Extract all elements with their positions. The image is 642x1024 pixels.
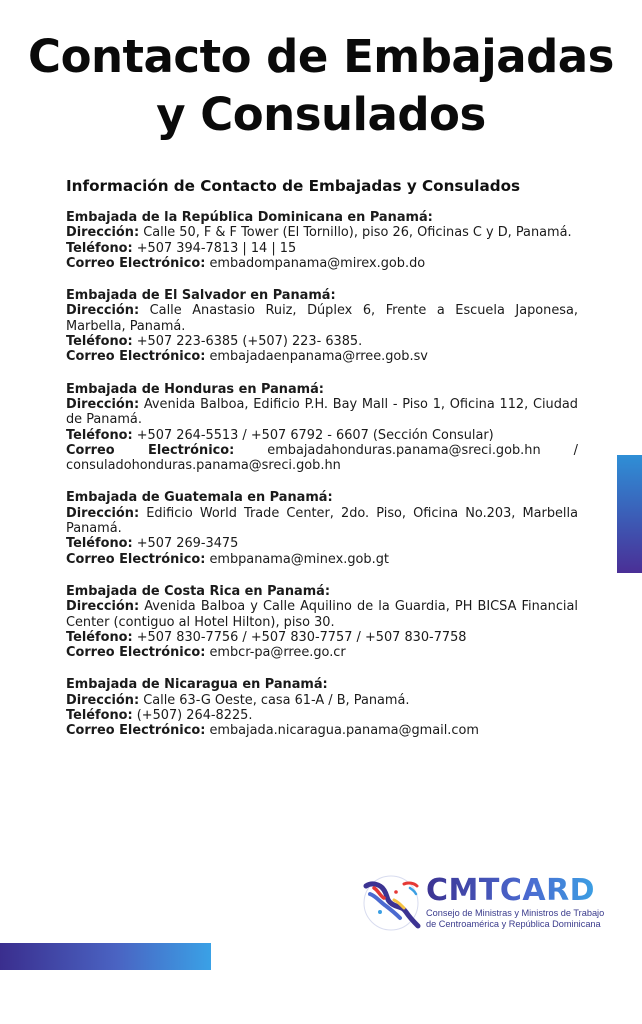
- phone-label: Teléfono:: [66, 536, 133, 552]
- embassy-name: Embajada de Nicaragua en Panamá:: [66, 677, 328, 693]
- email-label: Correo Electrónico:: [66, 442, 235, 458]
- section-subtitle: Información de Contacto de Embajadas y Consulados: [66, 177, 521, 195]
- embassy-address: [66, 599, 578, 630]
- phone-label: Teléfono:: [66, 240, 133, 256]
- logo-description-line-2: de Centroamérica y República Dominicana: [426, 919, 601, 929]
- logo-description: [426, 908, 636, 930]
- decorative-bottom-bar: [0, 943, 211, 970]
- email-label: Correo Electrónico:: [66, 723, 206, 739]
- address-value: Calle Anastasio Ruiz, Dúplex 6, Frente a Escuela Japonesa, Marbella, Panamá.: [66, 303, 578, 334]
- central-america-map-icon: [360, 872, 422, 934]
- embassy-email: [66, 645, 578, 660]
- embassy-phone: [66, 708, 578, 723]
- address-value: Calle 63-G Oeste, casa 61-A / B, Panamá.: [139, 692, 410, 708]
- embassy-address: [66, 397, 578, 428]
- page-title: [0, 28, 642, 144]
- logo-name: CMTCARD: [426, 873, 596, 908]
- email-label: Correo Electrónico:: [66, 349, 206, 365]
- embassy-email: [66, 349, 578, 364]
- address-label: Dirección:: [66, 225, 140, 241]
- embassy-address: [66, 225, 578, 240]
- embassy-phone: [66, 630, 578, 645]
- embassy-name: Embajada de Guatemala en Panamá:: [66, 490, 333, 506]
- page-title-line-1: Contacto de Embajadas: [28, 30, 614, 83]
- embassy-contact-list: [66, 176, 578, 756]
- phone-label: Teléfono:: [66, 708, 133, 724]
- phone-label: Teléfono:: [66, 334, 133, 350]
- address-label: Dirección:: [66, 396, 140, 412]
- embassy-entry-nicaragua: [66, 677, 578, 738]
- decorative-side-bar: [617, 455, 642, 573]
- logo-description-line-1: Consejo de Ministras y Ministros de Trabajo: [426, 908, 605, 918]
- email-label: Correo Electrónico:: [66, 255, 206, 271]
- embassy-name: Embajada de El Salvador en Panamá:: [66, 288, 336, 304]
- embassy-entry-honduras: [66, 382, 578, 474]
- address-value: Calle 50, F & F Tower (El Tornillo), piso 26, Oficinas C y D, Panamá.: [139, 225, 572, 241]
- embassy-email: [66, 552, 578, 567]
- embassy-phone: [66, 241, 578, 256]
- address-value: Avenida Balboa, Edificio P.H. Bay Mall - Piso 1, Oficina 112, Ciudad de Panamá.: [66, 396, 578, 428]
- phone-value: +507 830-7756 / +507 830-7757 / +507 830-7758: [132, 629, 467, 645]
- address-label: Dirección:: [66, 303, 140, 319]
- email-label: Correo Electrónico:: [66, 645, 206, 661]
- embassy-phone: [66, 334, 578, 349]
- phone-label: Teléfono:: [66, 629, 133, 645]
- phone-label: Teléfono:: [66, 427, 133, 443]
- email-link[interactable]: embpanama@minex.gob.gt: [205, 551, 389, 567]
- embassy-address: [66, 303, 578, 334]
- embassy-entry-el-salvador: [66, 288, 578, 364]
- address-value: Avenida Balboa y Calle Aquilino de la Guardia, PH BICSA Financial Center (contiguo al Hotel Hilton), piso 30.: [66, 599, 578, 630]
- embassy-email: [66, 256, 578, 271]
- phone-value: (+507) 264-8225.: [132, 708, 253, 724]
- email-link[interactable]: embajada.nicaragua.panama@gmail.com: [205, 723, 479, 739]
- embassy-name: Embajada de Honduras en Panamá:: [66, 381, 324, 397]
- cmtcard-logo: [360, 872, 630, 934]
- email-link[interactable]: embadompanama@mirex.gob.do: [205, 255, 426, 271]
- email-link[interactable]: embcr-pa@rree.go.cr: [205, 645, 346, 661]
- address-label: Dirección:: [66, 692, 140, 708]
- embassy-entry-costa-rica: [66, 584, 578, 660]
- address-label: Dirección:: [66, 599, 140, 615]
- phone-value: +507 223-6385 (+507) 223- 6385.: [132, 334, 363, 350]
- embassy-address: [66, 693, 578, 708]
- address-label: Dirección:: [66, 505, 140, 521]
- embassy-name: Embajada de la República Dominicana en Panamá:: [66, 210, 433, 225]
- embassy-entry-guatemala: [66, 490, 578, 566]
- email-label: Correo Electrónico:: [66, 551, 206, 567]
- phone-value: +507 264-5513 / +507 6792 - 6607 (Sección Consular): [132, 427, 494, 443]
- phone-value: +507 394-7813 | 14 | 15: [132, 240, 297, 256]
- email-link[interactable]: embajadaenpanama@rree.gob.sv: [205, 349, 428, 365]
- page-title-line-2: y Consulados: [156, 88, 486, 141]
- embassy-entry-dominican-republic: [66, 210, 578, 271]
- embassy-email: [66, 723, 578, 738]
- embassy-email: [66, 443, 578, 474]
- address-value: Edificio World Trade Center, 2do. Piso, Oficina No.203, Marbella Panamá.: [66, 505, 578, 537]
- embassy-phone: [66, 536, 578, 551]
- email-link[interactable]: embajadahonduras.panama@sreci.gob.hn / consuladohonduras.panama@sreci.gob.hn: [66, 442, 578, 474]
- embassy-address: [66, 506, 578, 537]
- embassy-phone: [66, 428, 578, 443]
- phone-value: +507 269-3475: [132, 536, 239, 552]
- embassy-name: Embajada de Costa Rica en Panamá:: [66, 583, 331, 599]
